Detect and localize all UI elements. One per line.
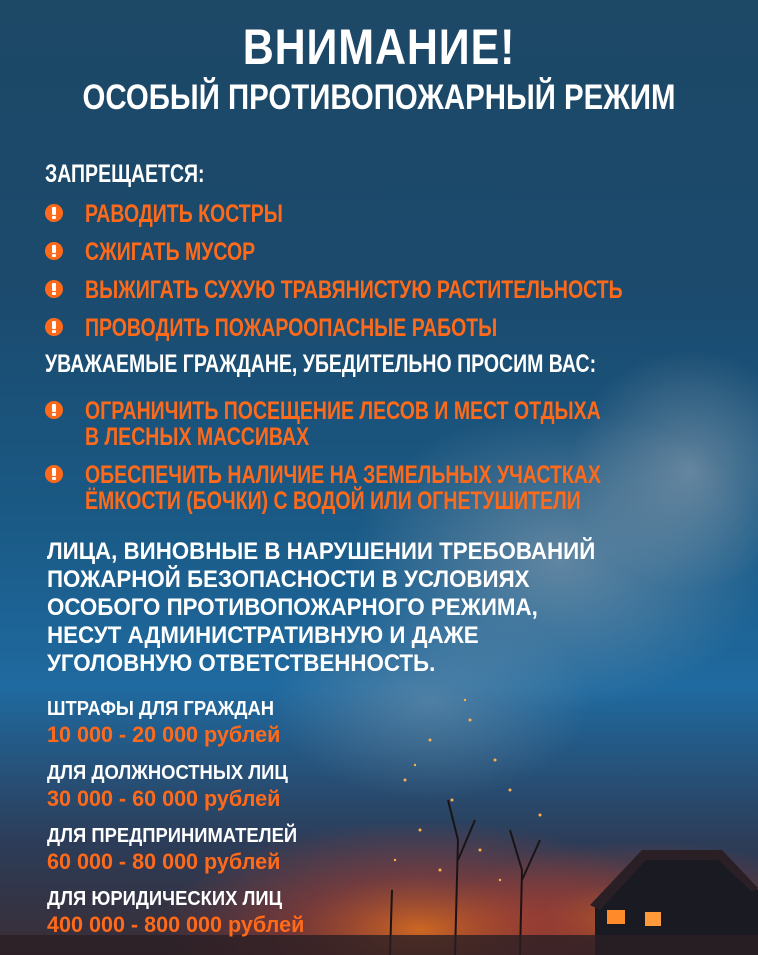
liability-notice: ЛИЦА, ВИНОВНЫЕ В НАРУШЕНИИ ТРЕБОВАНИЙ ПОЖАРНОЙ БЕЗОПАСНОСТИ В УСЛОВИЯХ ОСОБОГО ПРОТИВОПОЖАРНОГО РЕЖИМА, НЕСУТ АДМИНИСТРАТИВНУЮ И ДАЖЕ УГОЛОВНУЮ ОТВЕТСТВЕННОСТЬ. — [47, 538, 596, 677]
fine-amount: 10 000 - 20 000 рублей — [47, 722, 281, 747]
fine-label: ШТРАФЫ ДЛЯ ГРАЖДАН — [47, 698, 275, 720]
poster-subtitle: ОСОБЫЙ ПРОТИВОПОЖАРНЫЙ РЕЖИМ — [82, 78, 676, 117]
warning-icon — [45, 204, 63, 222]
poster-title: ВНИМАНИЕ! — [242, 19, 516, 75]
fine-amount: 400 000 - 800 000 рублей — [47, 912, 305, 937]
warning-icon — [45, 401, 63, 419]
prohibited-header: ЗАПРЕЩАЕТСЯ: — [45, 160, 205, 188]
fine-amount: 60 000 - 80 000 рублей — [47, 849, 281, 874]
warning-icon — [45, 242, 63, 260]
fine-label: ДЛЯ ЮРИДИЧЕСКИХ ЛИЦ — [47, 888, 283, 910]
warning-icon — [45, 280, 63, 298]
prohibited-item: РАВОДИТЬ КОСТРЫ — [45, 200, 745, 230]
request-item: ОБЕСПЕЧИТЬ НАЛИЧИЕ НА ЗЕМЕЛЬНЫХ УЧАСТКАХ ЁМКОСТИ (БОЧКИ) С ВОДОЙ ИЛИ ОГНЕТУШИТЕЛИ — [45, 461, 745, 521]
warning-icon — [45, 465, 63, 483]
request-item: ОГРАНИЧИТЬ ПОСЕЩЕНИЕ ЛЕСОВ И МЕСТ ОТДЫХА В ЛЕСНЫХ МАССИВАХ — [45, 397, 745, 457]
prohibited-item: ПРОВОДИТЬ ПОЖАРООПАСНЫЕ РАБОТЫ — [45, 314, 745, 344]
fine-label: ДЛЯ ПРЕДПРИНИМАТЕЛЕЙ — [47, 825, 298, 847]
fine-label: ДЛЯ ДОЛЖНОСТНЫХ ЛИЦ — [47, 762, 288, 784]
prohibited-item: СЖИГАТЬ МУСОР — [45, 238, 745, 268]
warning-icon — [45, 318, 63, 336]
fine-amount: 30 000 - 60 000 рублей — [47, 786, 281, 811]
prohibited-item: ВЫЖИГАТЬ СУХУЮ ТРАВЯНИСТУЮ РАСТИТЕЛЬНОСТЬ — [45, 276, 745, 306]
request-header: УВАЖАЕМЫЕ ГРАЖДАНЕ, УБЕДИТЕЛЬНО ПРОСИМ ВАС: — [45, 350, 597, 378]
